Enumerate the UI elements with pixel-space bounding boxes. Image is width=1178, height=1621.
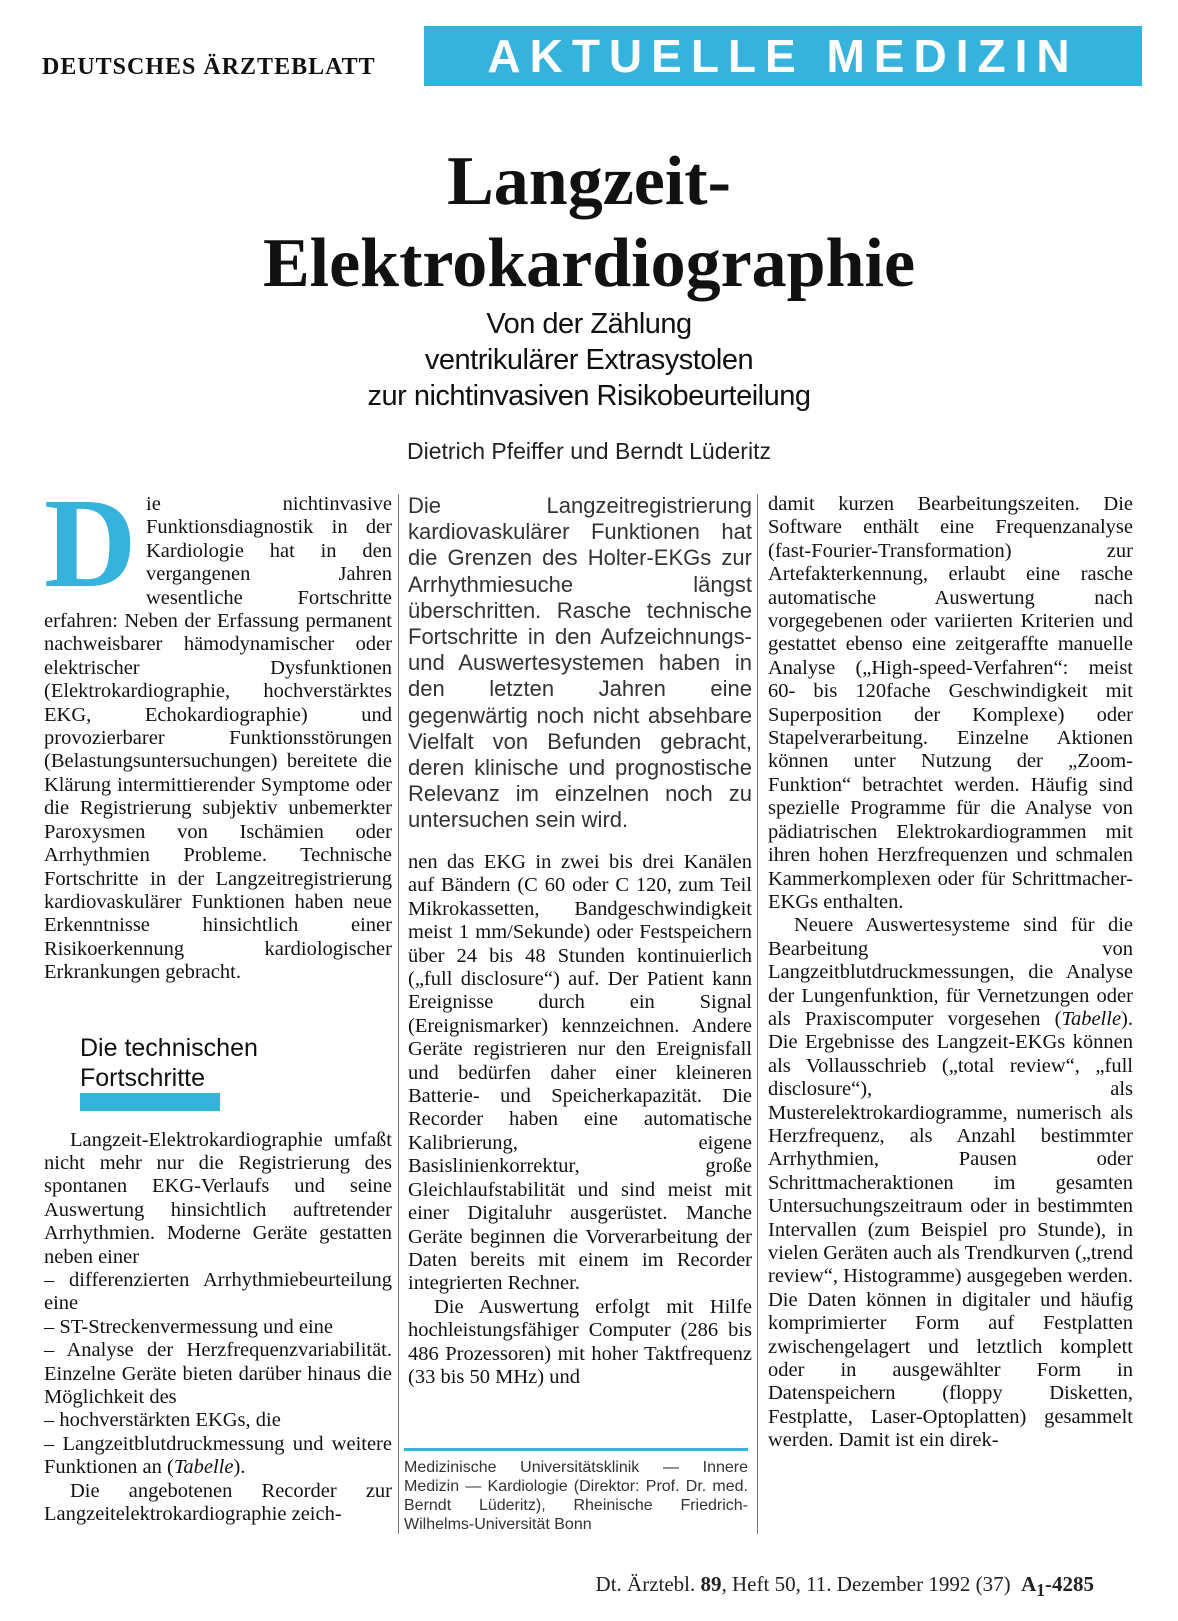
subheading-bar [80,1093,220,1111]
journal-name: DEUTSCHES ÄRZTEBLATT [42,54,376,80]
body-paragraph: Die angebotenen Recorder zur Langzeitelektrokardiographie zeich- [44,1479,392,1526]
table-reference: Tabelle [1061,1007,1122,1030]
list-item: – ST-Streckenvermessung und eine [44,1315,334,1338]
column-rule-left [398,494,399,1534]
subheading-line2: Fortschritte [80,1063,206,1092]
column-2 [408,851,752,1389]
table-reference: Tabelle [173,1456,234,1479]
drop-cap: D [44,472,137,614]
column-rule-right [757,494,758,1534]
article-title-line2: Elektrokardiographie [262,225,916,302]
page-footer [596,1572,1094,1601]
body-paragraph: Langzeit-Elektrokardiographie umfaßt nicht mehr nur die Registrierung des spontanen EKG-Verlaufs und seine Auswertung hinsichtlich auftretender Arrhythmien. Moderne Geräte gestatten neben einer [44,1128,392,1268]
list-item: – Langzeitblutdruckmessung und weitere Funktionen an (Tabelle). [44,1432,392,1479]
footer-volume: 89 [700,1572,722,1596]
subtitle-line3: zur nichtinvasiven Risikobeurteilung [367,380,811,412]
subheading-line1: Die technischen [80,1033,258,1062]
intro-paragraph: ie nichtinvasive Funktionsdiagnostik in der Kardiologie hat in den vergangenen Jahren wesentliche Fortschritte erfahren: Neben der Erfassung permanent nachweisbarer hämodynamischer oder elektrischer Dysfunktionen (Elektrokardiographie, hochverstärktes EKG, Echokardiographie) und provozierbarer Funktionsstörungen (Belastungsuntersuchungen) bereitete die Klärung intermittierender Symptome oder die Registrierung subjektiv unbemerkter Paroxysmen von Ischämien oder Arrhythmien Probleme. Technische Fortschritte in der Langzeitregistrierung kardiovaskulärer Funktionen haben neue Erkenntnisse hinsichtlich einer Risikoerkennung kardiologischer Erkrankungen gebracht. [44,493,392,984]
footer-issue: , Heft 50, 11. Dezember 1992 (37) [721,1572,1011,1596]
affiliation-footnote: Medizinische Universitätsklinik — Innere Medizin — Kardiologie (Direktor: Prof. Dr. med. Berndt Lüderitz), Rheinische Friedrich-Wilhelms-Universität Bonn [404,1459,748,1533]
subtitle-line1: Von der Zählung [486,308,692,340]
list-item: – Analyse der Herzfrequenzvariabilität. Einzelne Geräte bieten darüber hinaus die Möglichkeit des [44,1339,392,1408]
subtitle-line2: ventrikulärer Extrasystolen [424,344,754,376]
footer-journal: Dt. Ärztebl. [595,1572,696,1596]
list-item: – hochverstärkten EKGs, die [44,1409,281,1432]
lead-box [408,493,752,834]
list-item: – differenzierten Arrhythmiebeurteilung eine [44,1268,392,1315]
column-3 [768,493,1133,1453]
authors: Dietrich Pfeiffer und Berndt Lüderitz [407,438,771,464]
section-banner: AKTUELLE MEDIZIN [424,26,1142,86]
article-title-line1: Langzeit- [447,143,731,220]
body-paragraph: Die Auswertung erfolgt mit Hilfe hochleistungsfähiger Computer (286 bis 486 Prozessoren) mit hoher Taktfrequenz (33 bis 50 MHz) und [408,1295,752,1388]
lead-paragraph: Die Langzeitregistrierung kardiovaskulärer Funktionen hat die Grenzen des Holter-EKGs zur Arrhythmiesuche längst überschritten. Rasche technische Fortschritte in den Aufzeichnungs- und Auswertesystemen haben in den letzten Jahren eine gegenwärtig noch nicht absehbare Vielfalt von Befunden gebracht, deren klinische und prognostische Relevanz im einzelnen noch zu untersuchen sein wird. [408,493,752,833]
footer-page: $A_1-4285$ [1021,1572,1094,1601]
body-paragraph: damit kurzen Bearbeitungszeiten. Die Software enthält eine Frequenzanalyse (fast-Fourier-Transformation) zur Artefakterkennung, erlaubt eine rasche automatische Auswertung nach vorgegebenen oder variierten Kriterien und gestattet ebenso eine zeitgeraffte manuelle Analyse („High-speed-Verfahren“: meist 60- bis 120fache Geschwindigkeit mit Superposition der Komplexe) oder Stapelverarbeitung. Einzelne Aktionen können unter Nutzung der „Zoom-Funktion“ betrachtet werden. Häufig sind spezielle Programme für die Analyse von pädiatrischen Elektrokardiogrammen mit ihren hohen Herzfrequenzen und schmalen Kammerkomplexen oder für Schrittmacher-EKGs enthalten. [768,493,1133,913]
body-paragraph: nen das EKG in zwei bis drei Kanälen auf Bändern (C 60 oder C 120, zum Teil Mikrokassetten, Bandgeschwindigkeit meist 1 mm/Sekunde) oder Festspeichern über 24 bis 48 Stunden kontinuierlich („full disclosure“) auf. Der Patient kann Ereignisse durch ein Signal (Ereignismarker) kennzeichnen. Andere Geräte registrieren nur den Ereignisfall und bedürfen daher einer kleineren Batterie- und Speicherkapazität. Die Recorder haben eine automatische Kalibrierung, eigene Basislinienkorrektur, große Gleichlaufstabilität und sind meist mit einer Digitaluhr ausgerüstet. Manche Geräte beginnen die Vorverarbeitung der Daten bereits mit einem im Recorder integrierten Rechner. [408,851,752,1295]
subheading [80,1033,258,1093]
body-paragraph: Neuere Auswertesysteme sind für die Bearbeitung von Langzeitblutdruckmessungen, die Analyse der Lungenfunktion, für Vernetzungen oder als Praxiscomputer vorgesehen (Tabelle). Die Ergebnisse des Langzeit-EKGs können als Vollausschrieb („total review“, „full disclosure“), als Musterelektrokardiogramme, numerisch als Herzfrequenz, als Anzahl bestimmter Arrhythmien, Pausen oder Schrittmacheraktionen im gesamten Untersuchungszeitraum oder in bestimmten Intervallen (zum Beispiel pro Stunde), in vielen Geräten auch als Trendkurven („trend review“, Histogramme) ausgegeben werden. Die Daten können in digitaler und häufig komprimierter Form auf Festplatten zwischengelagert und letztlich komplett oder in ausgewählter Form in Datenspeichern (floppy Disketten, Festplatte, Laser-Optoplatten) gesammelt werden. Damit ist ein direk- [768,914,1133,1452]
column-1 [44,472,392,1526]
footnote-rule [404,1448,748,1451]
